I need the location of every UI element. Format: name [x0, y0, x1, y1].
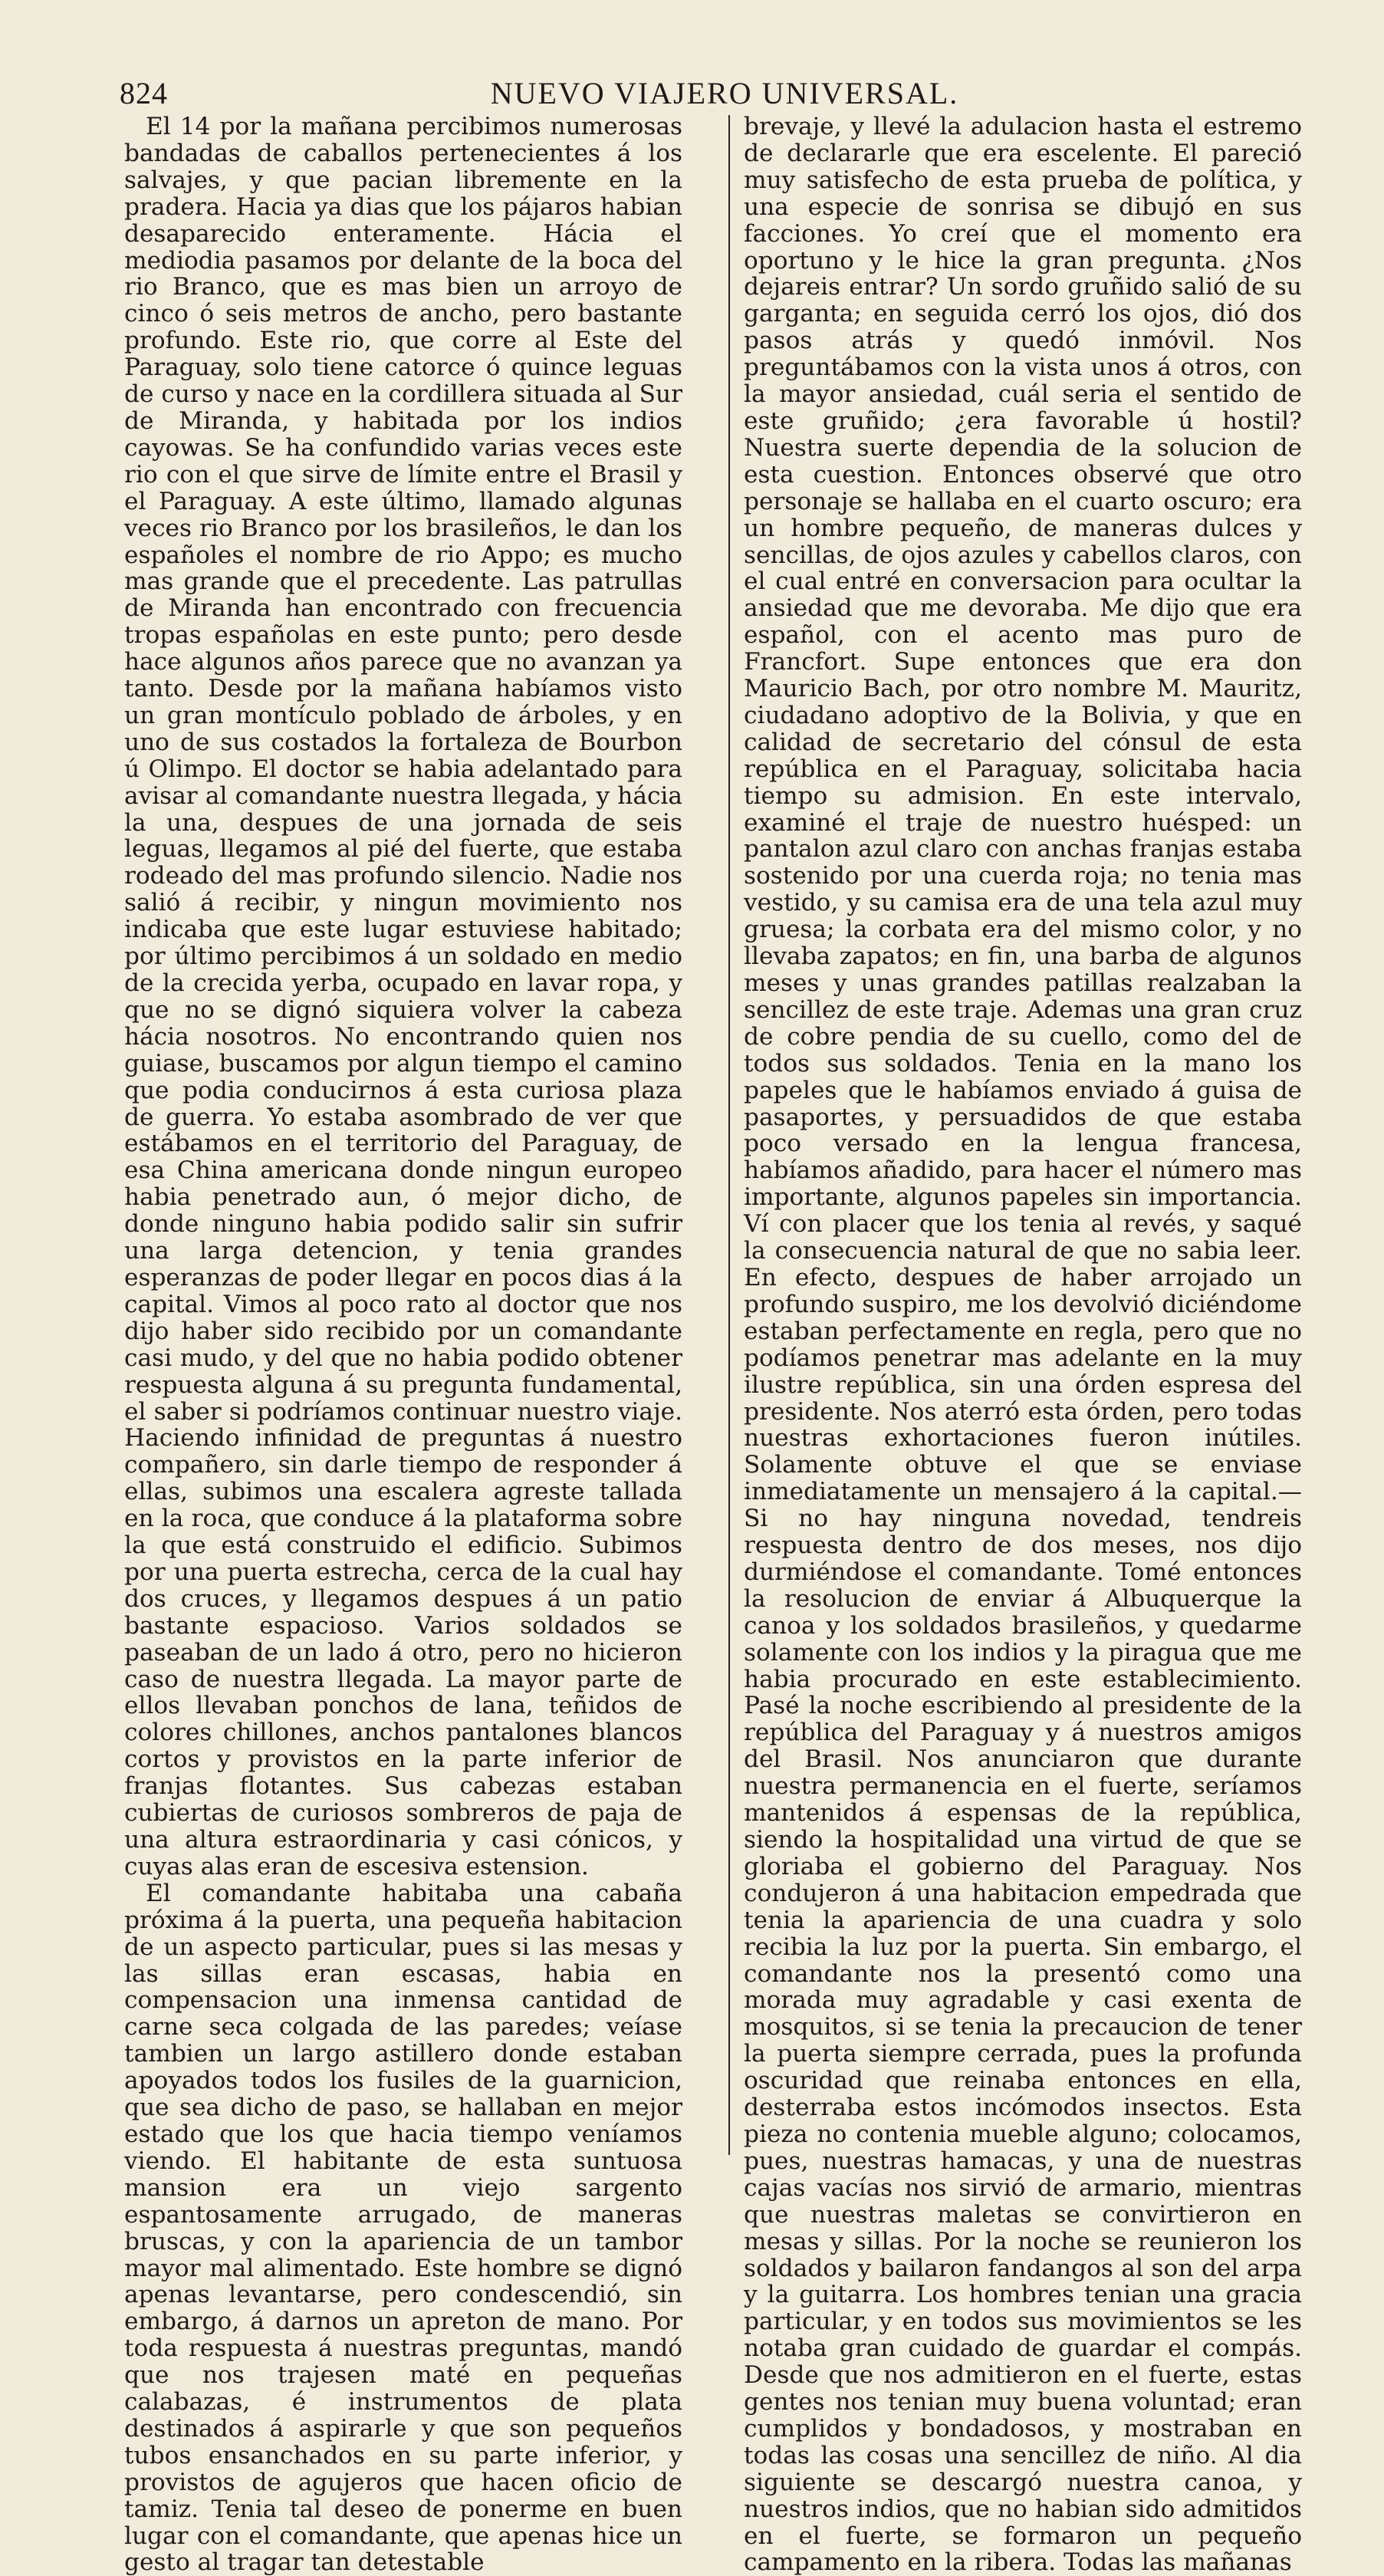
running-title: NUEVO VIAJERO UNIVERSAL. — [490, 76, 959, 110]
left-paragraph-2: El comandante habitaba una cabaña próxima á la puerta, una pequeña habitacion de un aspecto particular, pues si las mesas y las sillas eran escasas, habia en compensacion una inmensa cantidad de carne seca colgada de las paredes; veíase tambien un largo astillero donde estaban apoyados todos los fusiles de la guarnicion, que sea dicho de paso, se hallaban en mejor estado que los que hacia tiempo veníamos viendo. El habitante de esta suntuosa mansion era un viejo sargento espantosamente arrugado, de maneras bruscas, y con la apariencia de un tambor mayor mal alimentado. Este hombre se dignó apenas levantarse, pero condescendió, sin embargo, á darnos un apreton de mano. Por toda respuesta á nuestras preguntas, mandó que nos trajesen maté en pequeñas calabazas, é instrumentos de plata destinados á aspirarle y que son pequeños tubos ensanchados en su parte inferior, y provistos de agujeros que hacen oficio de tamiz. Tenia tal deseo de ponerme en buen lugar con el comandante, que apenas hice un gesto al tragar tan detestable — [124, 1879, 682, 2576]
column-divider — [728, 115, 730, 2155]
left-paragraph-1: El 14 por la mañana percibimos numerosas bandadas de caballos pertenecientes á los salvajes, y que pacian libremente en la pradera. Hacia ya dias que los pájaros habian desaparecido enteramente. Hácia el mediodia pasamos por delante de la boca del rio Branco, que es mas bien un arroyo de cinco ó seis metros de ancho, pero bastante profundo. Este rio, que corre al Este del Paraguay, solo tiene catorce ó quince leguas de curso y nace en la cordillera situada al Sur de Miranda, y habitada por los indios cayowas. Se ha confundido varias veces este rio con el que sirve de límite entre el Brasil y el Paraguay. A este último, llamado algunas veces rio Branco por los brasileños, le dan los españoles el nombre de rio Appo; es mucho mas grande que el precedente. Las patrullas de Miranda han encontrado con frecuencia tropas españolas en este punto; pero desde hace algunos años parece que no avanzan ya tanto. Desde por la mañana habíamos visto un gran montículo poblado de árboles, y en uno de sus costados la fortaleza de Bourbon ú Olimpo. El doctor se habia adelantado para avisar al comandante nuestra llegada, y hácia la una, despues de una jornada de seis leguas, llegamos al pié del fuerte, que estaba rodeado del mas profundo silencio. Nadie nos salió á recibir, y ningun movimiento nos indicaba que este lugar estuviese habitado; por último percibimos á un soldado en medio de la crecida yerba, ocupado en lavar ropa, y que no se dignó siquiera volver la cabeza hácia nosotros. No encontrando quien nos guiase, buscamos por algun tiempo el camino que podia conducirnos á esta curiosa plaza de guerra. Yo estaba asombrado de ver que estábamos en el territorio del Paraguay, de esa China americana donde ningun europeo habia penetrado aun, ó mejor dicho, de donde ninguno habia podido salir sin sufrir una larga detencion, y tenia grandes esperanzas de poder llegar en pocos dias á la capital. Vimos al poco rato al doctor que nos dijo haber sido recibido por un comandante casi mudo, y del que no habia podido obtener respuesta alguna á su pregunta fundamental, el saber si podríamos continuar nuestro viaje. Haciendo infinidad de preguntas á nuestro compañero, sin darle tiempo de responder á ellas, subimos una escalera agreste tallada en la roca, que conduce á la plataforma sobre la que está construido el edificio. Subimos por una puerta estrecha, cerca de la cual hay dos cruces, y llegamos despues á un patio bastante espacioso. Varios soldados se paseaban de un lado á otro, pero no hicieron caso de nuestra llegada. La mayor parte de ellos llevaban ponchos de lana, teñidos de colores chillones, anchos pantalones blancos cortos y provistos en la parte inferior de franjas flotantes. Sus cabezas estaban cubiertas de curiosos sombreros de paja de una altura estraordinaria y casi cónicos, y cuyas alas eran de escesiva estension. — [124, 113, 682, 1880]
page-header — [115, 74, 1334, 110]
right-paragraph-1: brevaje, y llevé la adulacion hasta el estremo de declararle que era escelente. El pareció muy satisfecho de esta prueba de política, y una especie de sonrisa se dibujó en sus facciones. Yo creí que el momento era oportuno y le hice la gran pregunta. ¿Nos dejareis entrar? Un sordo gruñido salió de su garganta; en seguida cerró los ojos, dió dos pasos atrás y quedó inmóvil. Nos preguntábamos con la vista unos á otros, con la mayor ansiedad, cuál seria el sentido de este gruñido; ¿era favorable ú hostil? Nuestra suerte dependia de la solucion de esta cuestion. Entonces observé que otro personaje se hallaba en el cuarto oscuro; era un hombre pequeño, de maneras dulces y sencillas, de ojos azules y cabellos claros, con el cual entré en conversacion para ocultar la ansiedad que me devoraba. Me dijo que era español, con el acento mas puro de Francfort. Supe entonces que era don Mauricio Bach, por otro nombre M. Mauritz, ciudadano adoptivo de la Bolivia, y que en calidad de secretario del cónsul de esta república en el Paraguay, solicitaba hacia tiempo su admision. En este intervalo, examiné el traje de nuestro huésped: un pantalon azul claro con anchas franjas estaba sostenido por una cuerda roja; no tenia mas vestido, y su camisa era de una tela azul muy gruesa; la corbata era del mismo color, y no llevaba zapatos; en fin, una barba de algunos meses y unas grandes patillas realzaban la sencillez de este traje. Ademas una gran cruz de cobre pendia de su cuello, como del de todos sus soldados. Tenia en la mano los papeles que le habíamos enviado á guisa de pasaportes, y persuadidos de que estaba poco versado en la lengua francesa, habíamos añadido, para hacer el número mas importante, algunos papeles sin importancia. Ví con placer que los tenia al revés, y saqué la consecuencia natural de que no sabia leer. En efecto, despues de haber arrojado un profundo suspiro, me los devolvió diciéndome estaban perfectamente en regla, pero que no podíamos penetrar mas adelante en la muy ilustre república, sin una órden espresa del presidente. Nos aterró esta órden, pero todas nuestras exhortaciones fueron inútiles. Solamente obtuve el que se enviase inmediatamente un mensajero á la capital.—Si no hay ninguna novedad, tendreis respuesta dentro de dos meses, nos dijo durmiéndose el comandante. Tomé entonces la resolucion de enviar á Albuquerque la canoa y los soldados brasileños, y quedarme solamente con los indios y la piragua que me habia procurado en este establecimiento. Pasé la noche escribiendo al presidente de la república del Paraguay y á nuestros amigos del Brasil. Nos anunciaron que durante nuestra permanencia en el fuerte, seríamos mantenidos á espensas de la república, siendo la hospitalidad una virtud de que se gloriaba el gobierno del Paraguay. Nos condujeron á una habitacion empedrada que tenia la apariencia de una cuadra y solo recibia la luz por la puerta. Sin embargo, el comandante nos la presentó como una morada muy agradable y casi exenta de mosquitos, si se tenia la precaucion de tener la puerta siempre cerrada, pues la profunda oscuridad que reinaba entonces en ella, desterraba estos incómodos insectos. Esta pieza no contenia mueble alguno; colocamos, pues, nuestras hamacas, y una de nuestras cajas vacías nos sirvió de armario, mientras que nuestras maletas se convirtieron en mesas y sillas. Por la noche se reunieron los soldados y bailaron fandangos al son del arpa y la guitarra. Los hombres tenian una gracia particular, y en todos sus movimientos se les notaba gran cuidado de guardar el compás. Desde que nos admitieron en el fuerte, estas gentes nos tenian muy buena voluntad; eran cumplidos y bondadosos, y mostraban en todas las cosas una sencillez de niño. Al dia siguiente se descargó nuestra canoa, y nuestros indios, que no habian sido admitidos en el fuerte, se formaron un pequeño campamento en la ribera. Todas las mañanas — [744, 113, 1302, 2576]
right-column — [744, 113, 1302, 2576]
page-number: 824 — [120, 76, 168, 110]
left-column — [124, 113, 682, 2576]
